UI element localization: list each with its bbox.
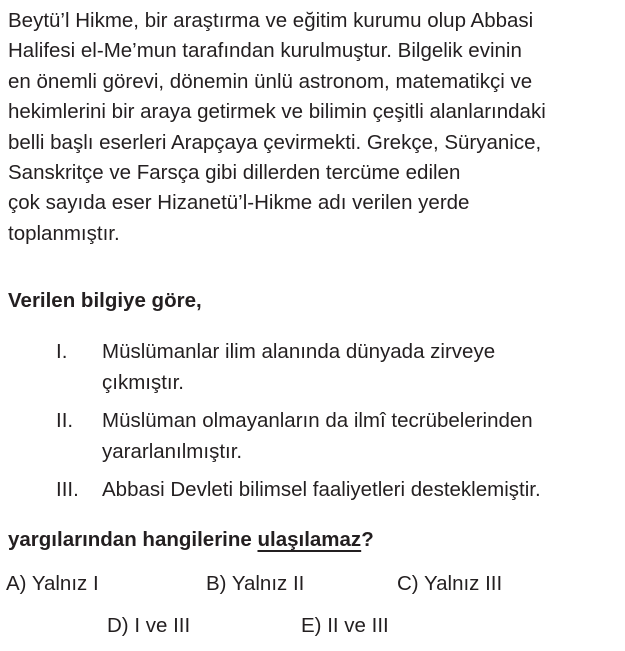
question-prefix: yargılarından hangilerine — [8, 528, 258, 551]
statement-numeral: I. — [56, 340, 68, 363]
passage-line: en önemli görevi, dönemin ünlü astronom, matematikçi ve — [8, 69, 533, 93]
statement-item — [8, 474, 620, 505]
passage-text — [8, 6, 620, 249]
option-d[interactable]: D) I ve III — [107, 614, 191, 637]
statement-line: yararlanılmıştır. — [102, 440, 243, 463]
passage-line: Halifesi el-Me’mun tarafından kurulmuştur. Bilgelik evinin — [8, 39, 522, 63]
statement-line: Abbasi Devleti bilimsel faaliyetleri desteklemiştir. — [102, 478, 541, 501]
statement-text — [102, 336, 620, 398]
question-emphasis: ulaşılamaz — [257, 528, 362, 551]
option-e[interactable]: E) II ve III — [301, 614, 389, 637]
passage-line: çok sayıda eser Hizanetü’l-Hikme adı verilen yerde — [8, 191, 470, 215]
question-suffix: ? — [361, 528, 374, 551]
option-b[interactable]: B) Yalnız II — [206, 572, 305, 595]
passage-line: Beytü’l Hikme, bir araştırma ve eğitim kurumu olup Abbasi — [8, 9, 534, 32]
statement-item — [8, 336, 620, 398]
statement-numeral: III. — [56, 478, 79, 501]
statement-numeral: II. — [56, 409, 74, 432]
passage-line: Sanskritçe ve Farsça gibi dillerden tercüme edilen — [8, 161, 461, 185]
question-prompt: Verilen bilgiye göre, — [8, 289, 202, 312]
statement-item — [8, 405, 620, 467]
passage-line: belli başlı eserleri Arapçaya çevirmekti. Grekçe, Süryanice, — [8, 130, 542, 154]
statement-line: Müslümanlar ilim alanında dünyada zirveye — [102, 340, 496, 363]
statement-list — [8, 336, 620, 505]
statement-line: Müslüman olmayanların da ilmî tecrübelerinden — [102, 409, 533, 432]
option-a[interactable]: A) Yalnız I — [6, 572, 99, 595]
passage-line: toplanmıştır. — [8, 221, 120, 245]
option-c[interactable]: C) Yalnız III — [397, 572, 503, 595]
statement-text — [102, 405, 620, 467]
statement-text — [102, 474, 620, 505]
passage-line: hekimlerini bir araya getirmek ve bilimin çeşitli alanlarındaki — [8, 100, 546, 124]
question-stem — [8, 525, 374, 555]
statement-line: çıkmıştır. — [102, 371, 184, 394]
